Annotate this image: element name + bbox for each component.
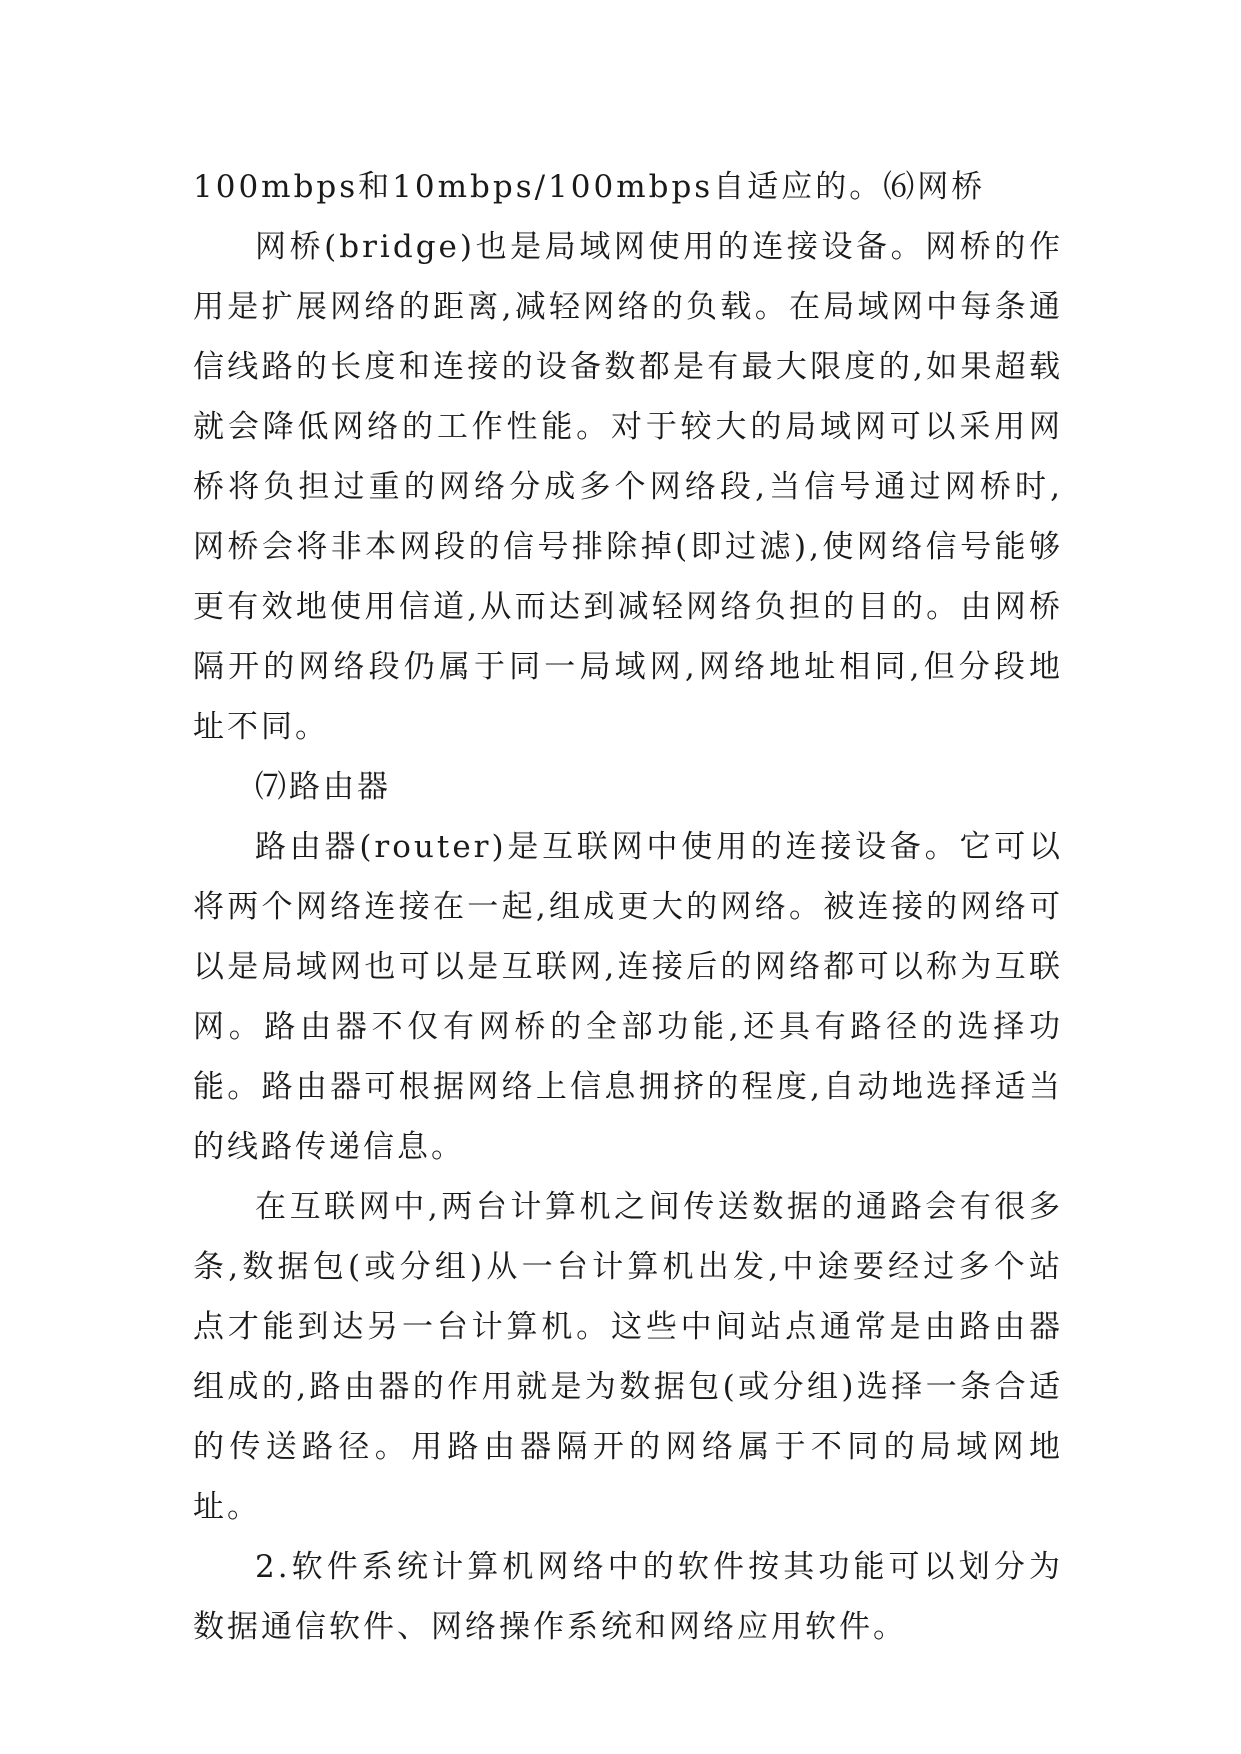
paragraph-software-system: 2.软件系统计算机网络中的软件按其功能可以划分为数据通信软件、网络操作系统和网络应用软件。 (193, 1549, 1063, 1645)
paragraph-continuation: 100mbps和10mbps/100mbps自适应的。⑹网桥 (193, 169, 986, 205)
document-body (193, 157, 1063, 1657)
heading-router: ⑺路由器 (255, 769, 391, 805)
paragraph-router: 路由器(router)是互联网中使用的连接设备。它可以将两个网络连接在一起,组成更大的网络。被连接的网络可以是局域网也可以是互联网,连接后的网络都可以称为互联网。路由器不仅有网桥的全部功能,还具有路径的选择功能。路由器可根据网络上信息拥挤的程度,自动地选择适当的线路传递信息。 (193, 829, 1063, 1165)
paragraph-bridge: 网桥(bridge)也是局域网使用的连接设备。网桥的作用是扩展网络的距离,减轻网络的负载。在局域网中每条通信线路的长度和连接的设备数都是有最大限度的,如果超载就会降低网络的工作性能。对于较大的局域网可以采用网桥将负担过重的网络分成多个网络段,当信号通过网桥时,网桥会将非本网段的信号排除掉(即过滤),使网络信号能够更有效地使用信道,从而达到减轻网络负担的目的。由网桥隔开的网络段仍属于同一局域网,网络地址相同,但分段地址不同。 (193, 229, 1063, 745)
paragraph-internet-routing: 在互联网中,两台计算机之间传送数据的通路会有很多条,数据包(或分组)从一台计算机出发,中途要经过多个站点才能到达另一台计算机。这些中间站点通常是由路由器组成的,路由器的作用就是为数据包(或分组)选择一条合适的传送路径。用路由器隔开的网络属于不同的局域网地址。 (193, 1189, 1063, 1525)
